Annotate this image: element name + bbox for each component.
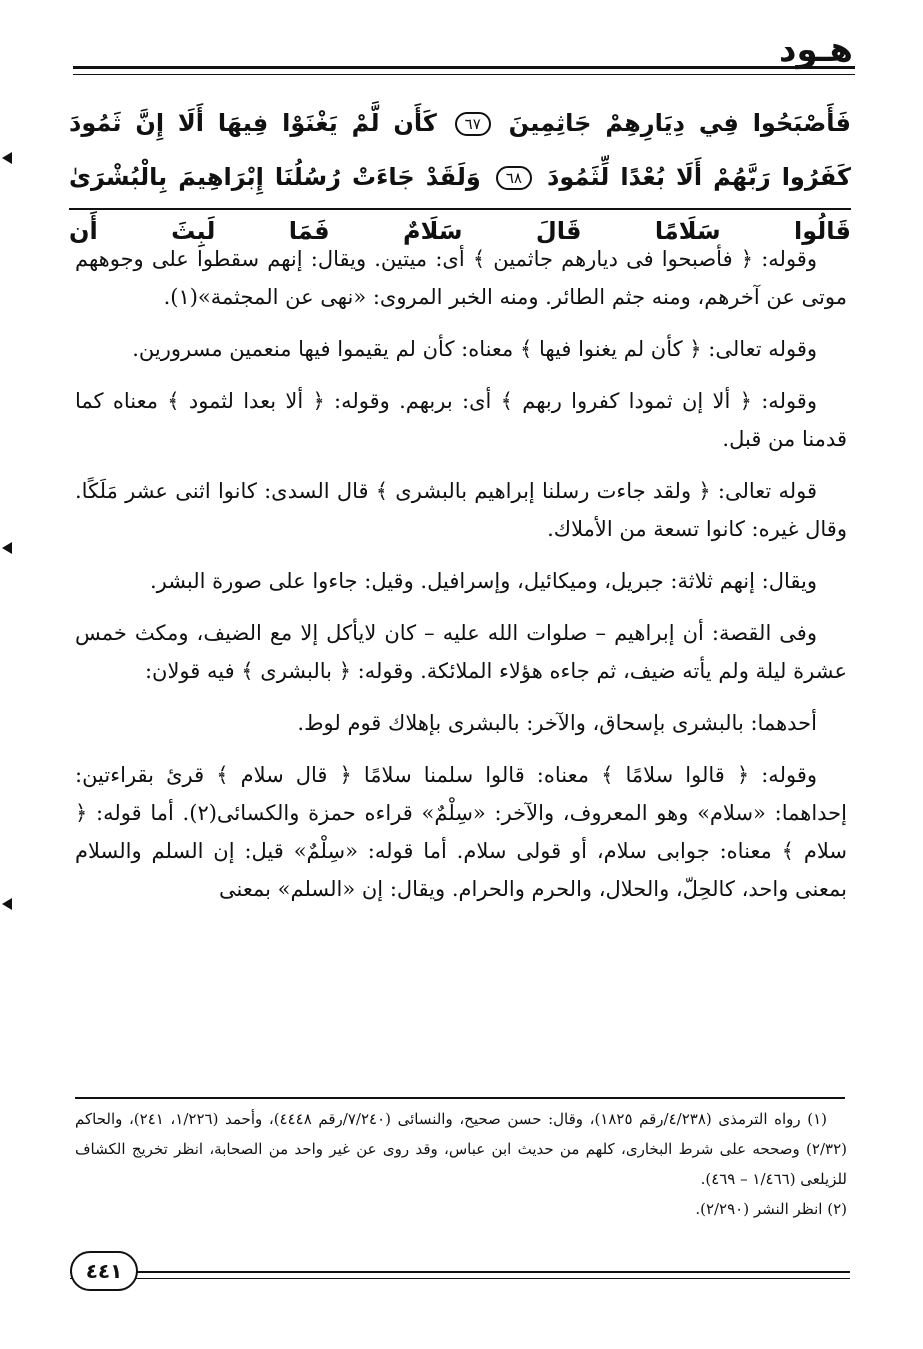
verse-segment: وَلَقَدْ جَاءَتْ رُسُلُنَا إِبْرَاهِيمَ بِالْبُشْرَىٰ قَالُوا سَلَامًا قَالَ سَلَامٌ فَمَا لَبِثَ أَن [69, 163, 851, 245]
margin-arrow-icon [2, 152, 12, 164]
footer-rule-thin [70, 1278, 850, 1279]
tafsir-paragraph: ويقال: إنهم ثلاثة: جبريل، وميكائيل، وإسرافيل. وقيل: جاءوا على صورة البشر. [149, 569, 817, 593]
header-rule-thin [73, 74, 855, 75]
ayah-number-marker: ٦٧ [455, 112, 491, 136]
footnote-item: (٢) انظر النشر (٢/٢٩٠). [695, 1200, 847, 1218]
tafsir-paragraph: وقوله: ﴿ فأصبحوا فى ديارهم جاثمين ﴾ أى: ميتين. ويقال: إنهم سقطوا على وجوههم موتى عن آخرهم، ومنه جثم الطائر. ومنه الخبر المروى: «نهى عن المجثمة»(١). [75, 247, 847, 309]
page-number: ٤٤١ [70, 1251, 138, 1291]
margin-arrow-icon [2, 542, 12, 554]
quran-verse-block [69, 96, 851, 258]
ayah-number-marker: ٦٨ [496, 166, 532, 190]
margin-arrow-icon [2, 898, 12, 910]
verse-segment: كَأَن لَّمْ يَغْنَوْا فِيهَا أَلَا إِنَّ ثَمُودَ كَفَرُوا رَبَّهُمْ أَلَا بُعْدًا لِّثَمُودَ [69, 109, 851, 191]
tafsir-paragraph: وقوله: ﴿ ألا إن ثمودا كفروا ربهم ﴾ أى: بربهم. وقوله: ﴿ ألا بعدا لثمود ﴾ معناه كما قدمنا من قبل. [75, 389, 847, 451]
header-rule [73, 66, 855, 69]
verse-divider [69, 208, 851, 210]
tafsir-body [75, 240, 847, 922]
verse-segment: فَأَصْبَحُوا فِي دِيَارِهِمْ جَاثِمِينَ [508, 109, 851, 137]
tafsir-paragraph: وقوله تعالى: ﴿ كأن لم يغنوا فيها ﴾ معناه: كأن لم يقيموا فيها منعمين مسرورين. [132, 337, 817, 361]
tafsir-paragraph: وقوله: ﴿ قالوا سلامًا ﴾ معناه: قالوا سلمنا سلامًا ﴿ قال سلام ﴾ قرئ بقراءتين: إحداهما: «سلام» وهو المعروف، والآخر: «سِلْمٌ» قراءه حمزة والكسائى(٢). أما قوله: ﴿ سلام ﴾ معناه: جوابى سلام، أو قولى سلام. أما قوله: «سِلْمٌ» قيل: إن السلم والسلام بمعنى واحد، كالحِلّ، والحلال، والحرم والحرام. ويقال: إن «السلم» بمعنى [75, 763, 847, 901]
tafsir-paragraph: وفى القصة: أن إبراهيم – صلوات الله عليه – كان لايأكل إلا مع الضيف، ومكث خمس عشرة ليلة ولم يأته ضيف، ثم جاءه هؤلاء الملائكة. وقوله: ﴿ بالبشرى ﴾ فيه قولان: [75, 621, 847, 683]
footnote-divider [75, 1097, 845, 1099]
sura-title: هـود [779, 30, 853, 70]
tafsir-paragraph: قوله تعالى: ﴿ ولقد جاءت رسلنا إبراهيم بالبشرى ﴾ قال السدى: كانوا اثنى عشر مَلَكًا. وقال غيره: كانوا تسعة من الأملاك. [75, 479, 847, 541]
footnotes [75, 1104, 847, 1224]
footnote-item: (١) رواه الترمذى (٤/٢٣٨/رقم ١٨٢٥)، وقال: حسن صحيح، والنسائى (٧/٢٤٠/رقم ٤٤٤٨)، وأحمد (١/٢٢٦، ٢٤١)، والحاكم (٢/٣٢) وصححه على شرط البخارى، كلهم من حديث ابن عباس، وقد روى عن غير واحد من الصحابة، انظر تخريج الكشاف للزيلعى (١/٤٦٦ – ٤٦٩). [75, 1110, 847, 1188]
tafsir-paragraph: أحدهما: بالبشرى بإسحاق، والآخر: بالبشرى بإهلاك قوم لوط. [297, 711, 817, 735]
footer-rule [70, 1271, 850, 1273]
